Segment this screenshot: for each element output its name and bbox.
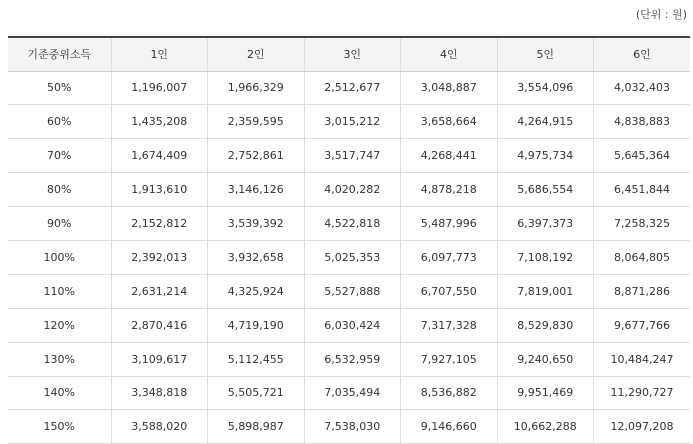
table-cell-amount: 3,554,096: [497, 71, 594, 105]
table-cell-amount: 9,146,660: [401, 410, 498, 444]
table-cell-amount: 6,532,959: [304, 342, 401, 376]
table-cell-amount: 7,819,001: [497, 274, 594, 308]
table-cell-amount: 7,317,328: [401, 308, 498, 342]
table-row: [8, 274, 690, 308]
table-cell-amount: 5,527,888: [304, 274, 401, 308]
table-cell-amount: 2,392,013: [111, 240, 208, 274]
table-body: [8, 71, 690, 444]
table-cell-amount: 5,025,353: [304, 240, 401, 274]
table-row: [8, 139, 690, 173]
table-cell-amount: 5,487,996: [401, 207, 498, 241]
table-cell-amount: 6,097,773: [401, 240, 498, 274]
header-row: [8, 37, 690, 71]
table-cell-amount: 4,522,818: [304, 207, 401, 241]
table-cell-amount: 9,240,650: [497, 342, 594, 376]
table-cell-amount: 8,529,830: [497, 308, 594, 342]
table-cell-amount: 5,505,721: [208, 376, 305, 410]
table-cell-amount: 2,512,677: [304, 71, 401, 105]
table-cell-amount: 1,674,409: [111, 139, 208, 173]
row-label-percent: 70%: [8, 139, 111, 173]
table-cell-amount: 3,517,747: [304, 139, 401, 173]
table-cell-amount: 4,264,915: [497, 105, 594, 139]
table-row: [8, 376, 690, 410]
row-label-percent: 60%: [8, 105, 111, 139]
table-cell-amount: 9,677,766: [594, 308, 691, 342]
table-cell-amount: 4,838,883: [594, 105, 691, 139]
column-header-household-size: 6인: [594, 37, 691, 71]
column-header-household-size: 5인: [497, 37, 594, 71]
table-cell-amount: 1,966,329: [208, 71, 305, 105]
table-cell-amount: 2,870,416: [111, 308, 208, 342]
table-cell-amount: 1,196,007: [111, 71, 208, 105]
table-cell-amount: 5,645,364: [594, 139, 691, 173]
table-cell-amount: 3,539,392: [208, 207, 305, 241]
table-cell-amount: 3,109,617: [111, 342, 208, 376]
row-label-percent: 80%: [8, 173, 111, 207]
table-cell-amount: 4,032,403: [594, 71, 691, 105]
table-cell-amount: 3,146,126: [208, 173, 305, 207]
table-cell-amount: 12,097,208: [594, 410, 691, 444]
table-cell-amount: 3,932,658: [208, 240, 305, 274]
table-cell-amount: 5,686,554: [497, 173, 594, 207]
table-cell-amount: 6,030,424: [304, 308, 401, 342]
table-header: [8, 37, 690, 71]
row-label-percent: 50%: [8, 71, 111, 105]
table-cell-amount: 4,325,924: [208, 274, 305, 308]
table-row: [8, 240, 690, 274]
table-row: [8, 105, 690, 139]
table-cell-amount: 5,112,455: [208, 342, 305, 376]
table-cell-amount: 7,258,325: [594, 207, 691, 241]
table-cell-amount: 1,435,208: [111, 105, 208, 139]
table-cell-amount: 2,631,214: [111, 274, 208, 308]
row-label-percent: 140%: [8, 376, 111, 410]
table-cell-amount: 10,662,288: [497, 410, 594, 444]
table-cell-amount: 8,064,805: [594, 240, 691, 274]
table-cell-amount: 3,658,664: [401, 105, 498, 139]
unit-note: (단위 : 원): [635, 8, 687, 21]
table-cell-amount: 8,536,882: [401, 376, 498, 410]
table-row: [8, 410, 690, 444]
table-cell-amount: 2,752,861: [208, 139, 305, 173]
row-label-percent: 110%: [8, 274, 111, 308]
table-cell-amount: 4,975,734: [497, 139, 594, 173]
median-income-table: [8, 36, 690, 444]
table-cell-amount: 3,048,887: [401, 71, 498, 105]
table-cell-amount: 6,451,844: [594, 173, 691, 207]
table-cell-amount: 1,913,610: [111, 173, 208, 207]
row-label-percent: 90%: [8, 207, 111, 241]
row-label-percent: 130%: [8, 342, 111, 376]
table-cell-amount: 6,707,550: [401, 274, 498, 308]
table-cell-amount: 7,035,494: [304, 376, 401, 410]
table-cell-amount: 4,719,190: [208, 308, 305, 342]
table-row: [8, 308, 690, 342]
table-cell-amount: 3,348,818: [111, 376, 208, 410]
table-cell-amount: 2,152,812: [111, 207, 208, 241]
table-cell-amount: 6,397,373: [497, 207, 594, 241]
table-cell-amount: 7,108,192: [497, 240, 594, 274]
table-cell-amount: 9,951,469: [497, 376, 594, 410]
table-row: [8, 207, 690, 241]
table-cell-amount: 10,484,247: [594, 342, 691, 376]
row-label-percent: 120%: [8, 308, 111, 342]
table-row: [8, 173, 690, 207]
table-cell-amount: 2,359,595: [208, 105, 305, 139]
table-cell-amount: 4,878,218: [401, 173, 498, 207]
row-label-percent: 100%: [8, 240, 111, 274]
table-cell-amount: 3,015,212: [304, 105, 401, 139]
column-header-household-size: 3인: [304, 37, 401, 71]
table-row: [8, 71, 690, 105]
row-label-percent: 150%: [8, 410, 111, 444]
table-cell-amount: 8,871,286: [594, 274, 691, 308]
table-cell-amount: 7,538,030: [304, 410, 401, 444]
table-cell-amount: 3,588,020: [111, 410, 208, 444]
column-header-household-size: 2인: [208, 37, 305, 71]
table-cell-amount: 7,927,105: [401, 342, 498, 376]
table-cell-amount: 4,020,282: [304, 173, 401, 207]
column-header-household-size: 1인: [111, 37, 208, 71]
table-cell-amount: 5,898,987: [208, 410, 305, 444]
table-cell-amount: 11,290,727: [594, 376, 691, 410]
table-row: [8, 342, 690, 376]
column-header-household-size: 4인: [401, 37, 498, 71]
table-cell-amount: 4,268,441: [401, 139, 498, 173]
column-header-median-income: 기준중위소득: [8, 37, 111, 71]
